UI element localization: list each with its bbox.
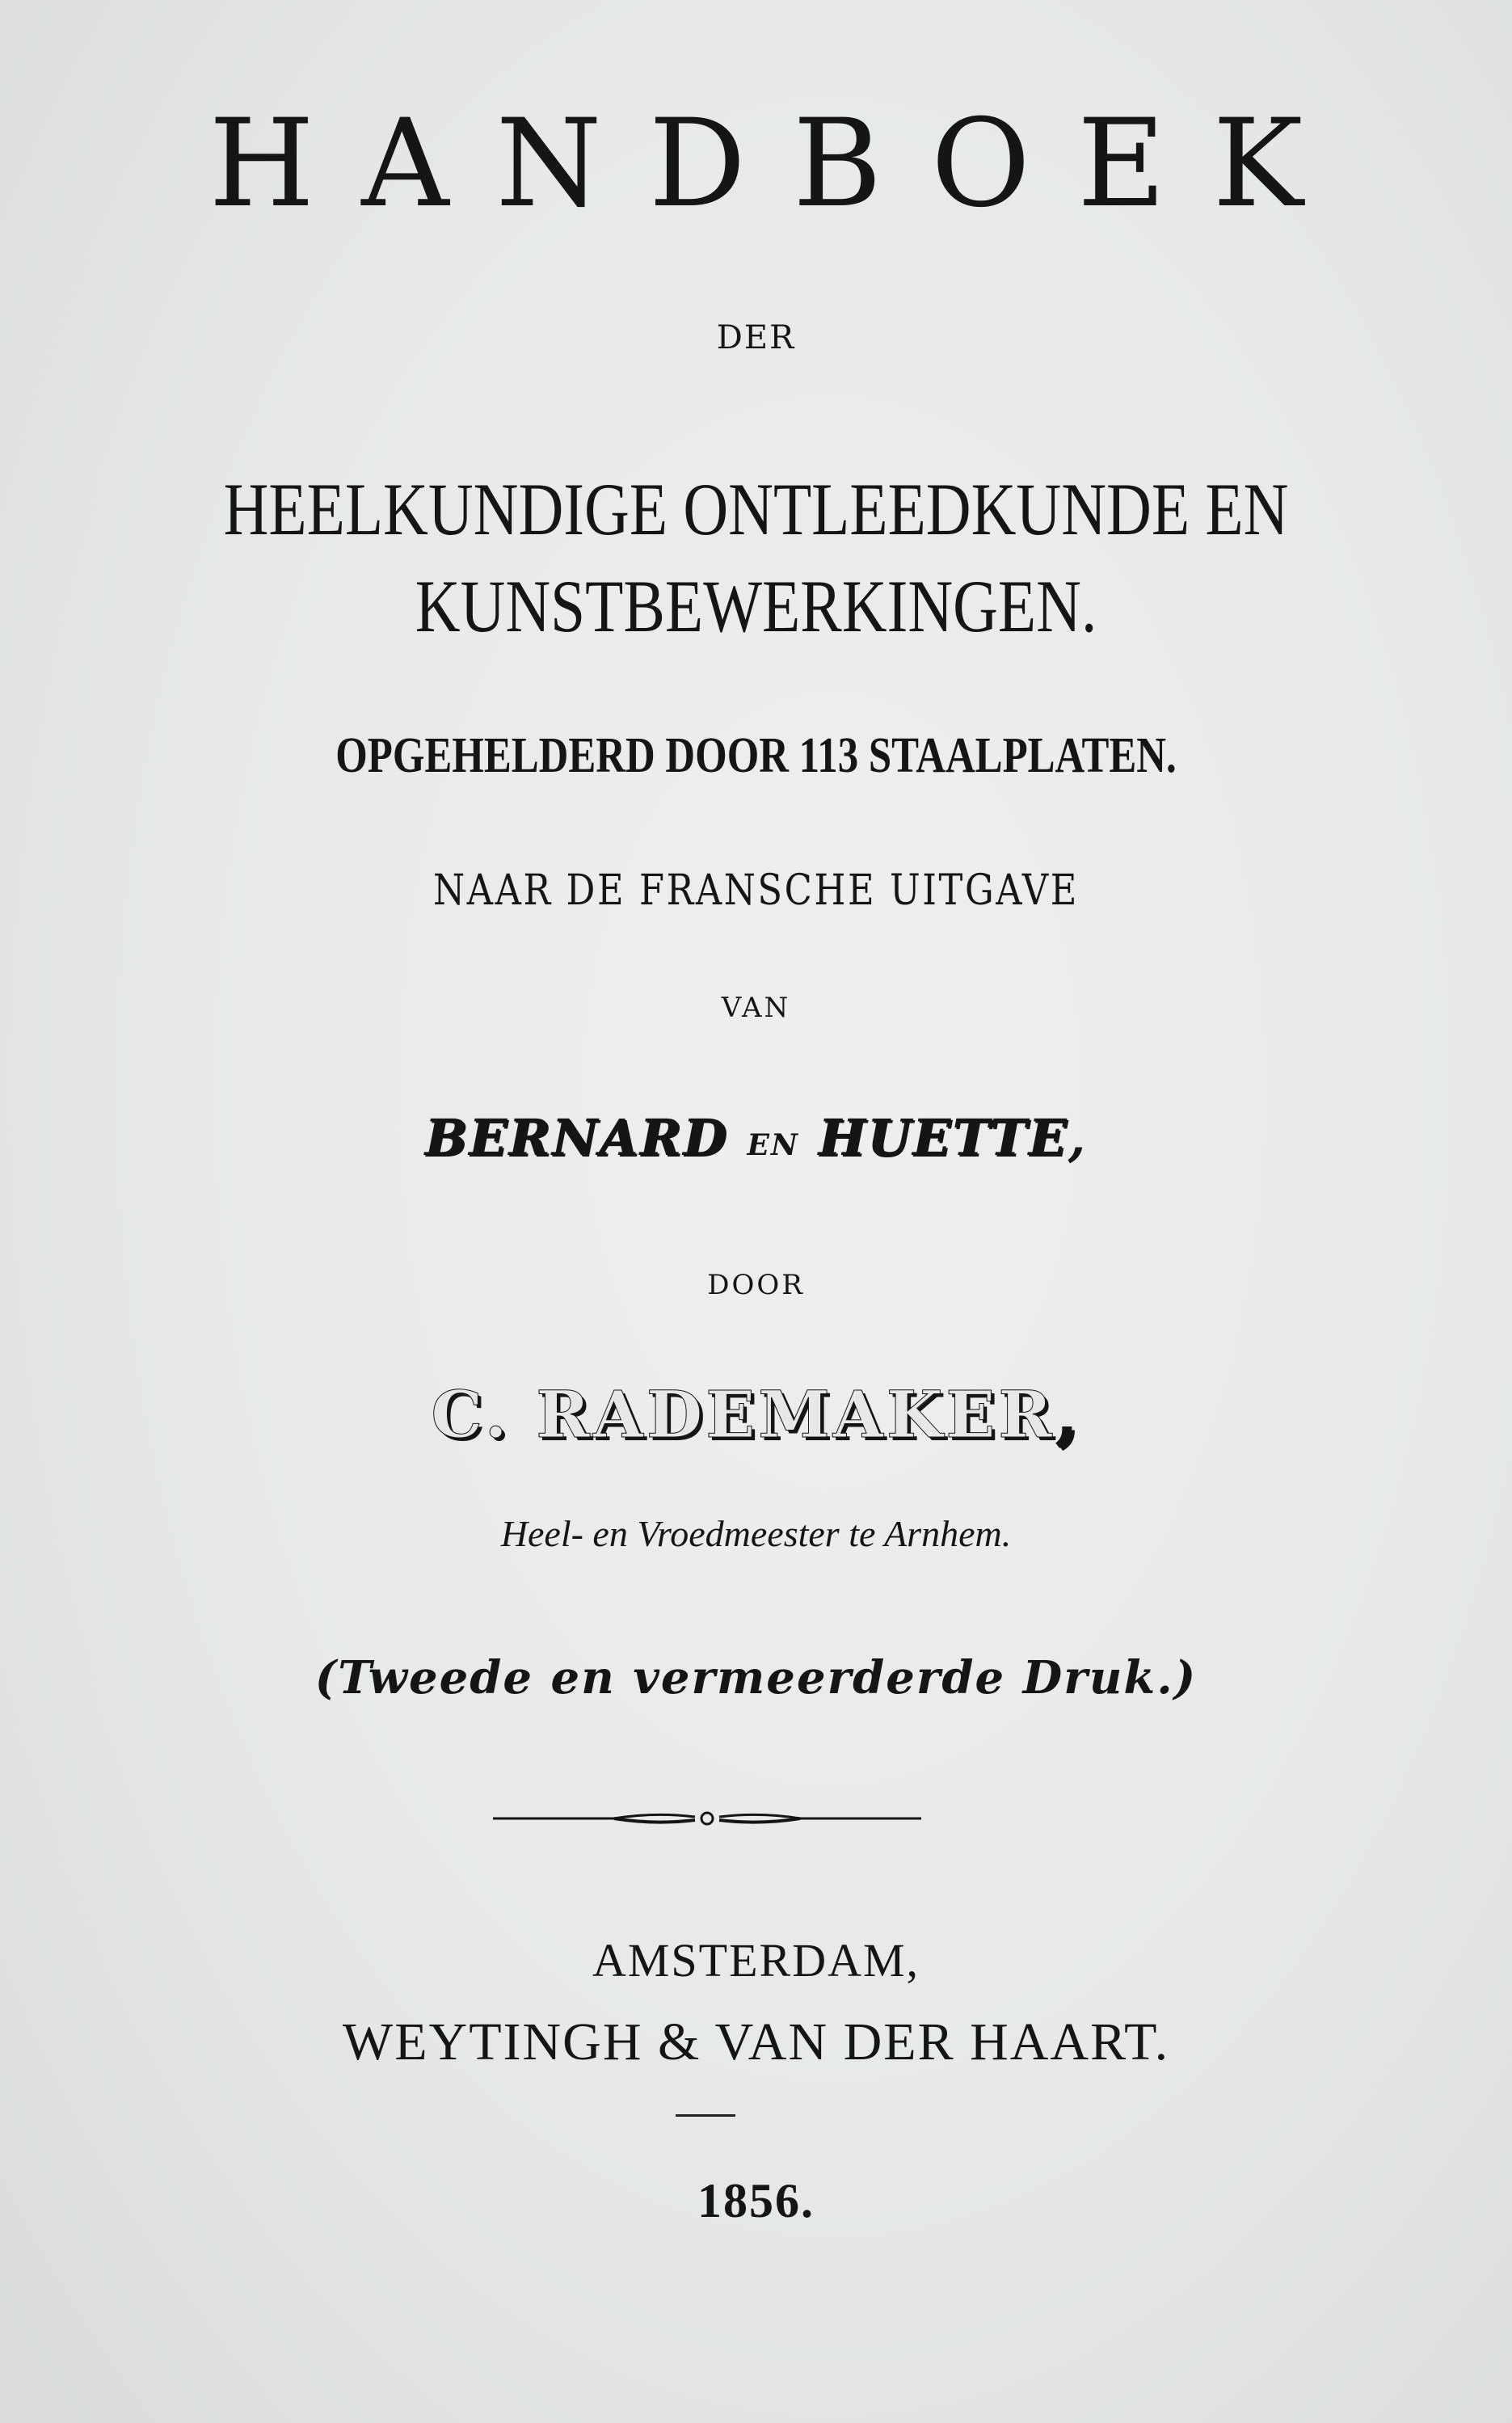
author-huette: HUETTE bbox=[818, 1108, 1068, 1167]
source-note: NAAR DE FRANSCHE UITGAVE bbox=[433, 866, 1079, 915]
title-connector: DER bbox=[716, 319, 796, 356]
translator-name bbox=[0, 1374, 1512, 1455]
translator-trailing-comma: , bbox=[1055, 1376, 1081, 1452]
subject-line-2: KUNSTBEWERKINGEN. bbox=[415, 565, 1097, 647]
subject-heading bbox=[121, 461, 1392, 655]
original-authors bbox=[0, 1106, 1512, 1178]
plates-note: OPGEHELDERD DOOR 113 STAALPLATEN. bbox=[335, 728, 1177, 783]
van-label: VAN bbox=[721, 992, 791, 1024]
author-trailing-comma: , bbox=[1068, 1108, 1088, 1167]
translator-occupation: Heel- en Vroedmeester te Arnhem. bbox=[500, 1513, 1012, 1554]
publication-year: 1856. bbox=[697, 2174, 815, 2227]
publisher-name: WEYTINGH & VAN DER HAART. bbox=[342, 2012, 1170, 2071]
door-label: DOOR bbox=[707, 1269, 805, 1301]
author-bernard: BERNARD bbox=[424, 1108, 728, 1167]
translator-name-text: C. RADEMAKER bbox=[431, 1376, 1055, 1452]
subject-line-1: HEELKUNDIGE ONTLEEDKUNDE EN bbox=[223, 468, 1289, 550]
ornament-divider-icon bbox=[493, 1802, 921, 1835]
publication-city: AMSTERDAM, bbox=[592, 1934, 920, 1987]
author-joiner: EN bbox=[747, 1128, 799, 1162]
edition-note: (Tweede en vermeerderde Druk.) bbox=[314, 1651, 1198, 1705]
book-title: HANDBOEK bbox=[208, 94, 1350, 234]
short-rule bbox=[676, 2114, 735, 2117]
